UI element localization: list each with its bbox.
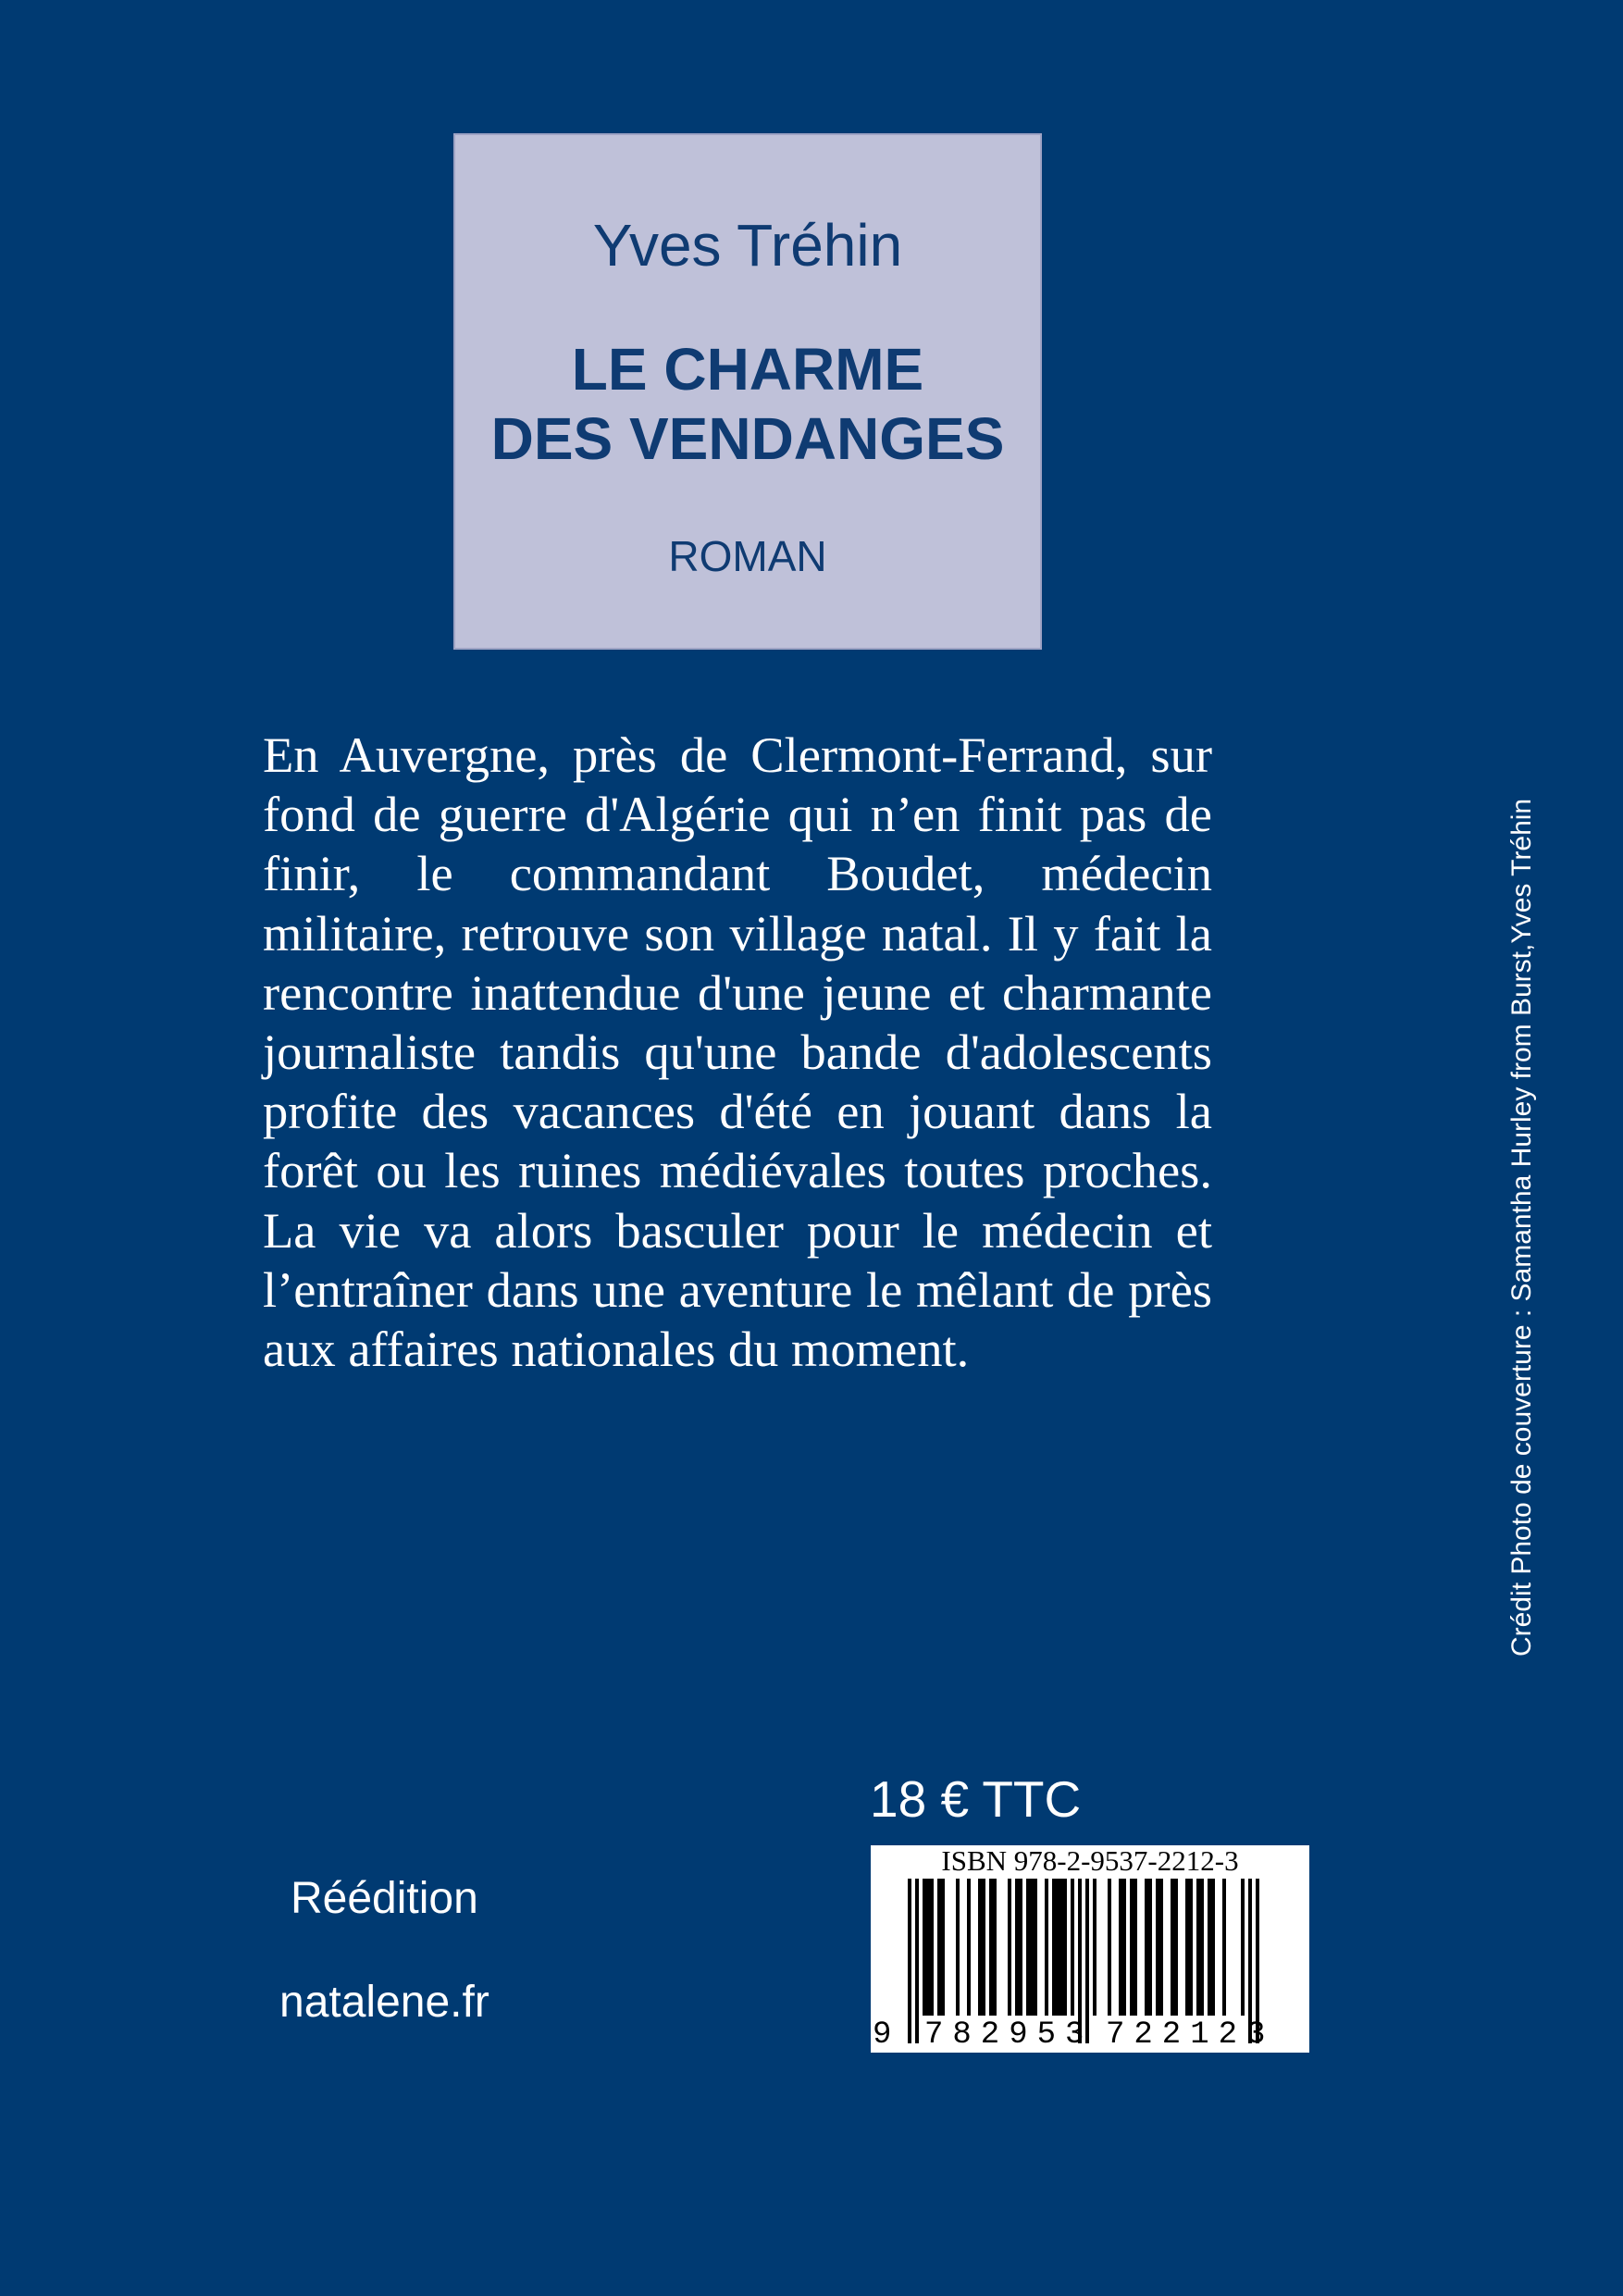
genre-label: ROMAN [668, 532, 827, 580]
barcode-bar [1019, 1879, 1022, 2016]
barcode-bar [956, 1879, 960, 2016]
author-name: Yves Tréhin [592, 212, 903, 279]
barcode-bar [1108, 1879, 1111, 2016]
barcode-bar [1171, 1879, 1174, 2016]
barcode-bar [1122, 1879, 1126, 2016]
barcode-bar [1156, 1879, 1159, 2016]
barcode-bar [1063, 1879, 1067, 2016]
book-title: LE CHARME DES VENDANGES [490, 336, 1005, 472]
barcode-bar [1045, 1879, 1048, 2016]
barcode-bar [1059, 1879, 1063, 2016]
barcode-bar [1026, 1879, 1030, 2016]
barcode-bar [926, 1879, 930, 2016]
barcode-bar [923, 1879, 926, 2016]
barcode-bar [982, 1879, 985, 2016]
barcode-bar [1208, 1879, 1211, 2016]
barcode-right-digits: 722123 [1106, 2017, 1275, 2053]
barcode-bar [1200, 1879, 1204, 2016]
blurb-text: En Auvergne, près de Clermont-Ferrand, sur fond de guerre d'Algérie qui n’en finit pas de finir, le commandant Boudet, médecin militaire, retrouve son village natal. Il y fait la rencontre inattendue d'une jeune et charmante journaliste tandis qu'une bande d'adolescents profite des vacances d'été en jouant dans la forêt ou les ruines médiévales toutes proches. La vie va alors basculer pour le médecin et l’entraîner dans une aventure le mêlant de près aux affaires nationales du moment. [263, 726, 1212, 1378]
barcode-bar [1145, 1879, 1148, 2016]
isbn-barcode [871, 1845, 1309, 2053]
barcode-bar [978, 1879, 982, 2016]
barcode-bar [937, 1879, 941, 2016]
title-box [453, 133, 1042, 650]
barcode-bar [1008, 1879, 1011, 2016]
barcode-bar [1030, 1879, 1034, 2016]
barcode-first-digit: 9 [873, 2017, 892, 2053]
edition-label: Réédition [291, 1874, 478, 1923]
price-label: 18 € TTC [870, 1770, 1082, 1828]
barcode-bar [1071, 1879, 1074, 2016]
barcode-bar [1056, 1879, 1059, 2016]
barcode-bar [1189, 1879, 1193, 2016]
barcode-bar [930, 1879, 934, 2016]
barcode-bar [967, 1879, 971, 2016]
barcode-bar [1241, 1879, 1245, 2016]
barcode-bar [1196, 1879, 1200, 2016]
barcode-bar [941, 1879, 945, 2016]
barcode-bar [1052, 1879, 1056, 2016]
barcode-bar [1093, 1879, 1096, 2016]
barcode-bar [1015, 1879, 1019, 2016]
barcode-left-digits: 782953 [924, 2017, 1094, 2053]
barcode-bar [1185, 1879, 1189, 2016]
barcode-bar [1119, 1879, 1122, 2016]
barcode-bar [989, 1879, 993, 2016]
barcode-bar [908, 1879, 911, 2043]
barcode-bar [1148, 1879, 1152, 2016]
barcode-bar [1130, 1879, 1134, 2016]
barcode-bar [1211, 1879, 1215, 2016]
barcode-bar [1034, 1879, 1037, 2016]
barcode-bar [1174, 1879, 1178, 2016]
barcode-bar [915, 1879, 919, 2043]
isbn-text: ISBN 978-2-9537-2212-3 [941, 1844, 1239, 1877]
barcode-bar [1134, 1879, 1137, 2016]
barcode-bar [1222, 1879, 1226, 2016]
barcode-bar [993, 1879, 997, 2016]
publisher-website: natalene.fr [279, 1978, 489, 2027]
photo-credit: Crédit Photo de couverture : Samantha Hurley from Burst,Yves Tréhin [1506, 798, 1537, 1657]
barcode-bar [1159, 1879, 1163, 2016]
